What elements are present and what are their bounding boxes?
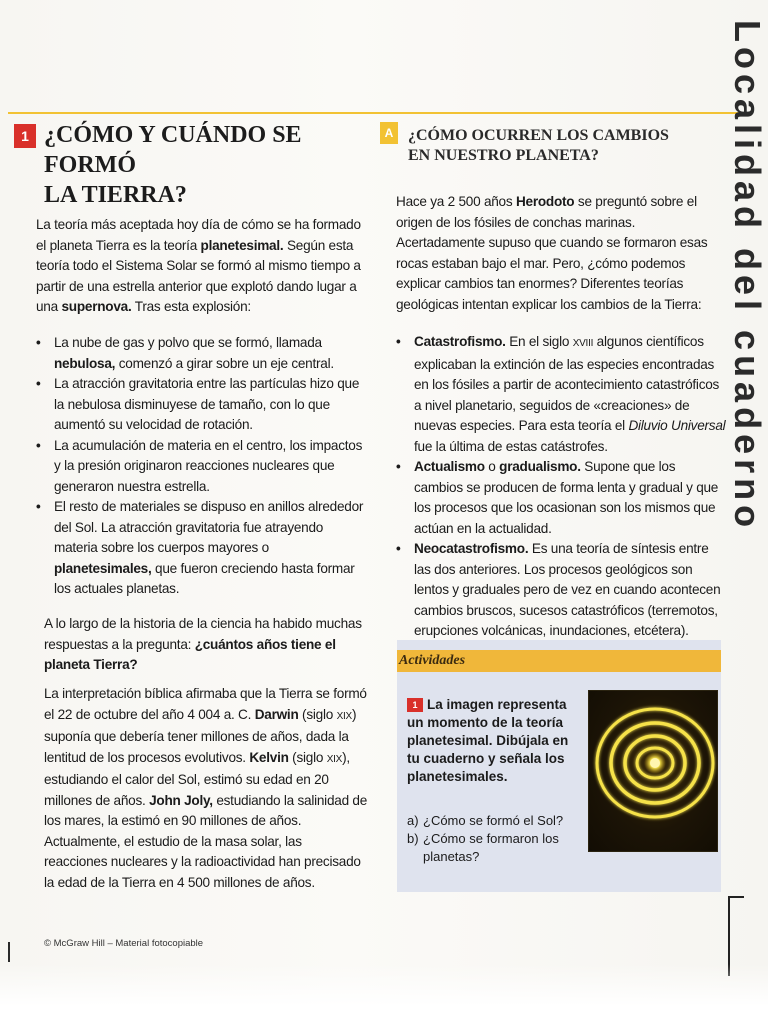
text-run: fue la última de estas catástrofes.	[414, 438, 608, 454]
subsection-letter: A	[380, 122, 398, 144]
list-item	[396, 332, 726, 457]
subsection-title	[408, 126, 718, 166]
term-planetesimal: planetesimal.	[200, 237, 284, 253]
list-item	[36, 497, 366, 600]
text-run: La teoría más aceptada hoy día de cómo se ha formado el planeta Tierra es la teoría	[36, 217, 361, 253]
text-run: A lo largo de la historia de la ciencia ha habido muchas respuestas a la pregunta:	[44, 616, 362, 652]
copyright-footer: © McGraw Hill – Material fotocopiable	[44, 938, 204, 949]
header-rule	[8, 112, 744, 114]
changes-intro-paragraph	[396, 192, 726, 315]
section-title-line-1: ¿CÓMO Y CUÁNDO SE FORMÓ	[44, 122, 302, 178]
list-item	[396, 457, 726, 539]
term-neocatastrofismo: Neocatastrofismo.	[414, 541, 529, 556]
list-item	[36, 436, 366, 498]
text-run: Hace ya 2 500 años	[396, 194, 516, 209]
list-item	[396, 539, 726, 642]
theories-list	[396, 332, 726, 642]
term-diluvio-universal: Diluvio Universal	[628, 418, 726, 433]
century: XIX	[326, 753, 343, 765]
term-planetesimales: planetesimales,	[54, 560, 152, 576]
term-actualismo: Actualismo	[414, 459, 485, 474]
activity-prompt: La imagen representa un momento de la teoría planetesimal. Dibújala en tu cuaderno y señala los planetesimales.	[407, 697, 569, 784]
corner-mark	[728, 896, 744, 898]
term-catastrofismo: Catastrofismo.	[414, 334, 506, 349]
section-title	[44, 120, 344, 210]
question-highlight: ¿cuántos años tiene el planeta Tierra?	[44, 636, 336, 672]
term-supernova: supernova.	[61, 299, 132, 314]
text-run: Es una teoría de síntesis entre las dos anteriores. Los procesos geológicos son lentos y graduales pero de vez en cuando acontecen cambios bruscos, sucesos catastróficos (terremotos, erupciones volcánicas, inundaciones, etcétera).	[414, 541, 721, 638]
text-run: que fueron creciendo hasta formar los actuales planetas.	[54, 560, 355, 596]
text-run: ), estudiando el calor del Sol, estimó su edad en 20 millones de años.	[44, 749, 350, 808]
section-number: 1	[14, 124, 36, 148]
text-run: Según esta teoría todo el Sistema Solar se formó al mismo tiempo a partir de una estrella anterior que explotó dando lugar a una	[36, 237, 361, 314]
text-run: Tras esta explosión:	[131, 299, 251, 314]
text-run: La nube de gas y polvo que se formó, llamada	[54, 335, 322, 350]
edge-mark	[8, 942, 10, 962]
text-run: La acumulación de materia en el centro, los impactos y la presión originaron reacciones nucleares que generaron nuestra estrella.	[54, 437, 363, 494]
subsection-title-line-2: EN NUESTRO PLANETA?	[408, 147, 599, 164]
list-item	[36, 374, 366, 436]
name-kelvin: Kelvin	[249, 749, 289, 765]
text-run: algunos científicos explicaban la extinción de las especies encontradas en los fósiles a partir de acontecimiento catastróficos a nivel planetario, seguidos de «creaciones» de nuevas especies. Para esta teoría el	[414, 334, 720, 433]
activity-number: 1	[407, 698, 423, 712]
section-title-line-2: LA TIERRA?	[44, 182, 187, 208]
subsection-title-line-1: ¿CÓMO OCURREN LOS CAMBIOS	[408, 127, 669, 144]
question-b	[407, 830, 581, 866]
text-run: El resto de materiales se dispuso en anillos alrededor del Sol. La atracción gravitatoria fue atrayendo materia sobre los cuerpos mayores o	[54, 499, 364, 555]
side-strip	[727, 20, 768, 750]
page-bottom-margin	[0, 964, 768, 1024]
text-run: o	[484, 459, 500, 474]
question-label: a)	[407, 813, 419, 828]
history-paragraph	[44, 684, 368, 893]
planetesimal-illustration	[588, 690, 718, 852]
text-run: ) suponía que debería tener millones de años, dada la lentitud de los procesos evolutivos.	[44, 706, 357, 765]
question-label: b)	[407, 831, 419, 846]
activities-header: Actividades	[397, 650, 721, 672]
question-text: ¿Cómo se formaron los planetas?	[423, 831, 559, 864]
text-run: estudiando la salinidad de los mares, la estimó en 90 millones de años. Actualmente, el estudio de la masa solar, las reacciones nucleares y la radioactividad han precisado la edad de la Tierra en 4 500 millones de años.	[44, 792, 368, 890]
century: XIX	[336, 710, 352, 722]
text-run: La atracción gravitatoria entre las partículas hizo que la nebulosa disminuyese de tamaño, con lo que aumentó su velocidad de rotación.	[54, 376, 360, 432]
side-label: Localidad del cuaderno	[727, 20, 768, 533]
activity-questions	[407, 812, 581, 866]
formation-list	[36, 333, 366, 600]
term-nebulosa: nebulosa,	[54, 355, 116, 371]
name-darwin: Darwin	[254, 706, 299, 722]
text-run: se preguntó sobre el origen de los fósiles de conchas marinas. Acertadamente supuso que cuando se formaron esas rocas estaban bajo el mar. Pero, ¿cómo podemos explicar cambios tan enormes? Diferentes teorías geológicas intentan explicar los cambios de la Tierra:	[396, 194, 708, 312]
name-herodoto: Herodoto	[515, 194, 575, 209]
text-run: (siglo	[288, 749, 327, 765]
question-a	[407, 812, 581, 830]
sun-center	[650, 758, 660, 768]
term-gradualismo: gradualismo.	[499, 459, 581, 474]
list-item	[36, 333, 366, 374]
name-john-joly: John Joly,	[149, 792, 213, 808]
text-run: Supone que los cambios se producen de forma lenta y gradual y que los procesos que los ocasionan son los mismos que actúan en la actualidad.	[414, 459, 719, 536]
question-paragraph	[44, 614, 366, 676]
text-run: En el siglo	[505, 334, 573, 349]
question-text: ¿Cómo se formó el Sol?	[423, 813, 564, 828]
nebula-rings-graphic	[589, 691, 717, 851]
intro-paragraph	[36, 215, 366, 318]
text-run: (siglo	[298, 706, 337, 722]
text-run: La interpretación bíblica afirmaba que la Tierra se formó el 22 de octubre del año 4 004 a. C.	[44, 686, 367, 722]
century: XVIII	[572, 338, 594, 349]
text-run: comenzó a girar sobre un eje central.	[115, 355, 334, 371]
